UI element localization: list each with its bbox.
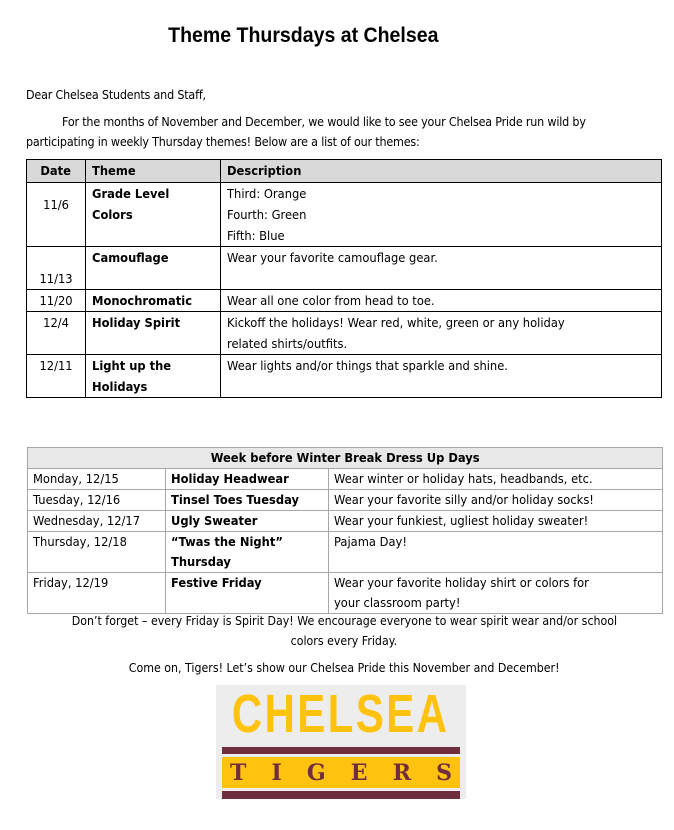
- theme-cell: Holiday Headwear: [166, 469, 329, 490]
- theme-cell: Tinsel Toes Tuesday: [166, 490, 329, 511]
- day-cell: Friday, 12/19: [28, 573, 166, 614]
- spirit-day-note-cont: colors every Friday.: [290, 634, 398, 648]
- winter-break-dress-up-table: [27, 447, 663, 614]
- theme-cell: Monochromatic: [86, 290, 221, 312]
- theme-cell: Holiday Spirit: [86, 312, 221, 355]
- theme-cell: Camouflage: [86, 247, 221, 290]
- spirit-day-note: Don’t forget – every Friday is Spirit Day! We encourage everyone to wear spirit wear and/or school: [71, 614, 617, 628]
- date-cell: 11/20: [27, 290, 86, 312]
- theme-cell: “Twas the Night” Thursday: [166, 532, 329, 573]
- table-row: [28, 511, 663, 532]
- header-description: Description: [221, 160, 662, 183]
- week-table-title: Week before Winter Break Dress Up Days: [28, 448, 663, 469]
- table-row: [27, 290, 662, 312]
- description-cell: Kickoff the holidays! Wear red, white, green or any holiday related shirts/outfits.: [221, 312, 662, 355]
- logo-stripe: [222, 791, 460, 799]
- description-cell: Wear your favorite camouflage gear.: [221, 247, 662, 290]
- theme-cell: Light up the Holidays: [86, 355, 221, 398]
- description-cell: Third: Orange Fourth: Green Fifth: Blue: [221, 183, 662, 247]
- day-cell: Monday, 12/15: [28, 469, 166, 490]
- intro-line-2: participating in weekly Thursday themes! Below are a list of our themes:: [26, 135, 420, 149]
- description-cell: Wear your funkiest, ugliest holiday sweater!: [329, 511, 663, 532]
- chelsea-tigers-logo: [216, 685, 466, 799]
- date-cell: 11/13: [27, 247, 86, 290]
- table-row: [27, 183, 662, 247]
- table-row: [28, 573, 663, 614]
- page-title: Theme Thursdays at Chelsea: [167, 24, 439, 47]
- day-cell: Thursday, 12/18: [28, 532, 166, 573]
- day-cell: Tuesday, 12/16: [28, 490, 166, 511]
- date-cell: 12/11: [27, 355, 86, 398]
- theme-cell: Grade Level Colors: [86, 183, 221, 247]
- logo-stripe: [222, 747, 460, 754]
- table-row: [27, 355, 662, 398]
- table-row: [28, 490, 663, 511]
- salutation: Dear Chelsea Students and Staff,: [26, 88, 206, 102]
- theme-thursdays-table: [26, 159, 662, 398]
- logo-tigers-band: T I G E R S: [222, 757, 460, 788]
- closing-line: Come on, Tigers! Let’s show our Chelsea Pride this November and December!: [128, 661, 560, 675]
- table-header-row: [28, 448, 663, 469]
- table-row: [28, 532, 663, 573]
- table-row: [27, 312, 662, 355]
- table-header-row: [27, 160, 662, 183]
- header-theme: Theme: [86, 160, 221, 183]
- description-cell: Pajama Day!: [329, 532, 663, 573]
- day-cell: Wednesday, 12/17: [28, 511, 166, 532]
- description-cell: Wear winter or holiday hats, headbands, etc.: [329, 469, 663, 490]
- description-cell: Wear all one color from head to toe.: [221, 290, 662, 312]
- description-cell: Wear lights and/or things that sparkle and shine.: [221, 355, 662, 398]
- theme-cell: Festive Friday: [166, 573, 329, 614]
- table-row: [27, 247, 662, 290]
- theme-cell: Ugly Sweater: [166, 511, 329, 532]
- description-cell: Wear your favorite holiday shirt or colors for your classroom party!: [329, 573, 663, 614]
- logo-chelsea-text: CHELSEA: [232, 684, 450, 744]
- intro-line-1: For the months of November and December, we would like to see your Chelsea Pride run wild by: [62, 115, 586, 129]
- table-row: [28, 469, 663, 490]
- date-cell: 11/6: [27, 183, 86, 247]
- header-date: Date: [27, 160, 86, 183]
- date-cell: 12/4: [27, 312, 86, 355]
- description-cell: Wear your favorite silly and/or holiday socks!: [329, 490, 663, 511]
